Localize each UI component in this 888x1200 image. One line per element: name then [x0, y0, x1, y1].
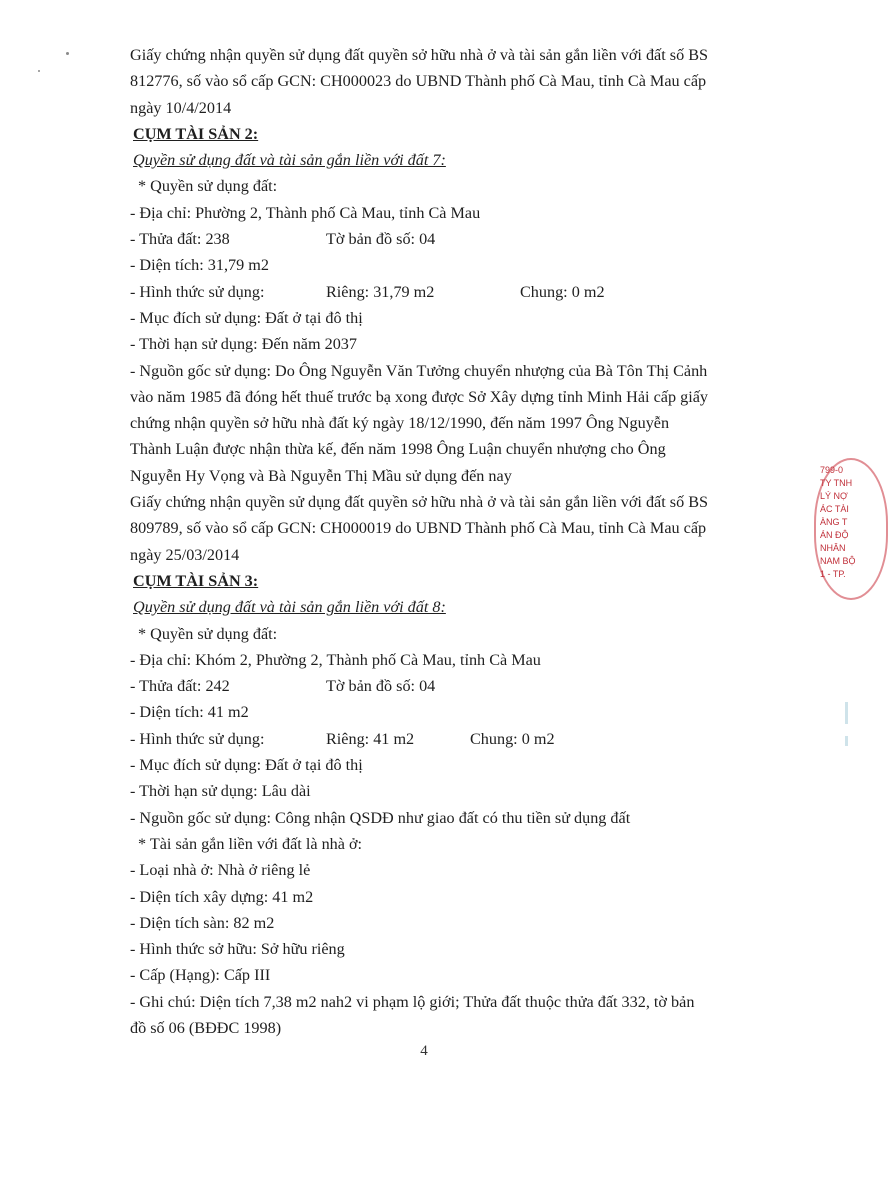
page-number: 4 [420, 1043, 428, 1059]
ownership-line: - Hình thức sở hữu: Sở hữu riêng [130, 940, 345, 959]
origin-line: - Nguồn gốc sử dụng: Công nhận QSDĐ như giao đất có thu tiền sử dụng đất [130, 808, 631, 827]
asset-cluster-2 [130, 121, 770, 568]
area-line: - Diện tích: 31,79 m2 [130, 256, 269, 275]
private-area: Riêng: 31,79 m2 [326, 282, 435, 301]
floor-area-line: - Diện tích sàn: 82 m2 [130, 913, 275, 932]
usage-form-row [130, 726, 770, 752]
scan-edge-mark [845, 736, 848, 746]
purpose-line: - Mục đích sử dụng: Đất ở tại đô thị [130, 308, 363, 327]
parcel-row [130, 673, 770, 699]
purpose-line: - Mục đích sử dụng: Đất ở tại đô thị [130, 756, 363, 775]
paragraph-line: đồ số 06 (BĐĐC 1998) [130, 1018, 282, 1037]
build-area-line: - Diện tích xây dựng: 41 m2 [130, 887, 314, 906]
shared-area: Chung: 0 m2 [520, 282, 605, 301]
area-line: - Diện tích: 41 m2 [130, 703, 249, 722]
address-line: - Địa chỉ: Phường 2, Thành phố Cà Mau, tỉnh Cà Mau [130, 203, 481, 222]
shared-area: Chung: 0 m2 [470, 729, 555, 748]
house-type-line: - Loại nhà ở: Nhà ở riêng lẻ [130, 861, 311, 880]
paragraph-line: - Ghi chú: Diện tích 7,38 m2 nah2 vi phạm lộ giới; Thửa đất thuộc thửa đất 332, tờ bản [130, 992, 695, 1011]
paragraph-line: ngày 10/4/2014 [130, 98, 232, 117]
scan-speck [38, 70, 40, 72]
paragraph-line: Giấy chứng nhận quyền sử dụng đất quyền sở hữu nhà ở và tài sản gắn liền với đất số BS [130, 493, 709, 512]
paragraph-line: Giấy chứng nhận quyền sử dụng đất quyền sở hữu nhà ở và tài sản gắn liền với đất số BS [130, 46, 709, 64]
red-seal-stamp [810, 458, 856, 598]
intro-paragraph [130, 42, 770, 121]
section-subtitle: Quyền sử dụng đất và tài sản gắn liền với đất 7: [133, 151, 446, 170]
paragraph-line: 812776, số vào sổ cấp GCN: CH000023 do UBND Thành phố Cà Mau, tỉnh Cà Mau cấp [130, 72, 707, 91]
usage-form-label: - Hình thức sử dụng: [130, 282, 265, 301]
note-paragraph [130, 989, 770, 1042]
term-line: - Thời hạn sử dụng: Lâu dài [130, 782, 311, 801]
land-use-header: * Quyền sử dụng đất: [138, 624, 278, 643]
paragraph-line: - Nguồn gốc sử dụng: Do Ông Nguyễn Văn Tưởng chuyển nhượng của Bà Tôn Thị Cảnh [130, 361, 708, 380]
scan-edge-mark [845, 702, 848, 724]
section-title: CỤM TÀI SẢN 3: [133, 571, 259, 590]
usage-form-row [130, 279, 770, 305]
paragraph-line: chứng nhận quyền sở hữu nhà đất ký ngày 18/12/1990, đến năm 1997 Ông Nguyễn [130, 414, 670, 433]
paragraph-line: Thành Luận được nhận thừa kế, đến năm 1998 Ông Luận chuyển nhượng cho Ông [130, 440, 666, 459]
section-title: CỤM TÀI SẢN 2: [133, 124, 259, 143]
parcel-row [130, 226, 770, 252]
section-subtitle: Quyền sử dụng đất và tài sản gắn liền với đất 8: [133, 598, 446, 617]
paragraph-line: Nguyễn Hy Vọng và Bà Nguyễn Thị Mầu sử dụng đến nay [130, 466, 512, 485]
scan-speck [66, 52, 69, 55]
term-line: - Thời hạn sử dụng: Đến năm 2037 [130, 335, 357, 354]
paragraph-line: ngày 25/03/2014 [130, 545, 240, 564]
house-header: * Tài sản gắn liền với đất là nhà ở: [138, 834, 363, 853]
origin-paragraph [130, 358, 770, 489]
asset-cluster-3 [130, 568, 770, 1041]
map-sheet: Tờ bản đồ số: 04 [326, 230, 436, 249]
certificate-paragraph [130, 489, 770, 568]
private-area: Riêng: 41 m2 [326, 729, 415, 748]
grade-line: - Cấp (Hạng): Cấp III [130, 966, 271, 985]
paragraph-line: 809789, số vào sổ cấp GCN: CH000019 do UBND Thành phố Cà Mau, tỉnh Cà Mau cấp [130, 519, 707, 538]
map-sheet: Tờ bản đồ số: 04 [326, 677, 436, 696]
usage-form-label: - Hình thức sử dụng: [130, 729, 265, 748]
seal-text: 799-0 TY TNH LÝ NỢ ÁC TÀI ÀNG T ÁN ĐỘ NHÂN NAM BỘ 1 - TP. [820, 465, 856, 579]
parcel-number: - Thửa đất: 242 [130, 677, 230, 696]
document-body [130, 42, 770, 1041]
address-line: - Địa chỉ: Khóm 2, Phường 2, Thành phố Cà Mau, tỉnh Cà Mau [130, 650, 541, 669]
parcel-number: - Thửa đất: 238 [130, 230, 230, 249]
land-use-header: * Quyền sử dụng đất: [138, 177, 278, 196]
paragraph-line: vào năm 1985 đã đóng hết thuế trước bạ xong được Sở Xây dựng tỉnh Minh Hải cấp giấy [130, 387, 708, 406]
